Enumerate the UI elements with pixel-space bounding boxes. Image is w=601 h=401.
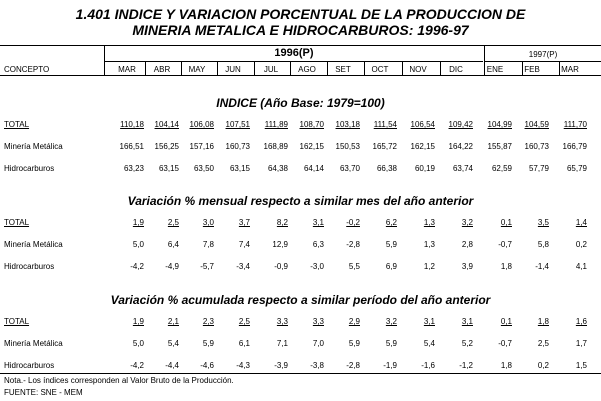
table-cell: 1,3	[423, 218, 435, 227]
table-cell: 5,8	[537, 240, 549, 249]
table-cell: 1,7	[575, 339, 587, 348]
month-header: SET	[335, 65, 351, 74]
table-cell: 108,70	[299, 120, 324, 129]
table-cell: -2,8	[346, 361, 360, 370]
table-cell: 111,89	[264, 120, 288, 129]
table-cell: 62,59	[491, 164, 512, 173]
row-label: Minería Metálica	[4, 142, 63, 151]
month-header: ENE	[486, 65, 504, 74]
concept-header: CONCEPTO	[4, 65, 50, 74]
table-cell: 166,51	[119, 142, 144, 151]
table-cell: -3,0	[310, 262, 324, 271]
month-header: DIC	[449, 65, 463, 74]
month-divider	[290, 62, 291, 75]
section-title: Variación % mensual respecto a similar mes del año anterior	[127, 194, 474, 208]
table-cell: 6,1	[238, 339, 250, 348]
month-header: MAR	[118, 65, 136, 74]
footer-rule	[0, 373, 601, 374]
section-title: INDICE (Año Base: 1979=100)	[216, 96, 385, 110]
table-cell: 3,7	[238, 218, 250, 227]
row-label: TOTAL	[4, 218, 30, 227]
month-header: NOV	[409, 65, 427, 74]
table-cell: 5,9	[348, 339, 360, 348]
table-cell: 6,4	[167, 240, 179, 249]
row-label: Minería Metálica	[4, 339, 63, 348]
table-cell: 111,54	[373, 120, 397, 129]
table-title-line-2: MINERIA METALICA E HIDROCARBUROS: 1996-97	[132, 22, 469, 38]
month-divider	[254, 62, 255, 75]
period-1996-label: 1996(P)	[274, 47, 314, 59]
table-cell: 6,2	[385, 218, 397, 227]
table-cell: 64,38	[267, 164, 288, 173]
period-1997-label: 1997(P)	[528, 50, 558, 59]
table-cell: 5,4	[423, 339, 435, 348]
table-cell: 66,38	[376, 164, 397, 173]
table-cell: 162,15	[410, 142, 435, 151]
table-cell: 5,2	[461, 339, 473, 348]
month-divider	[327, 62, 328, 75]
month-header: MAR	[561, 65, 579, 74]
table-cell: 111,70	[563, 120, 587, 129]
row-label: Hidrocarburos	[4, 164, 55, 173]
table-cell: 63,15	[229, 164, 250, 173]
table-cell: -4,2	[130, 262, 144, 271]
table-cell: -5,7	[200, 262, 214, 271]
table-cell: 110,18	[120, 120, 144, 129]
table-cell: 104,59	[524, 120, 549, 129]
table-cell: 1,2	[423, 262, 435, 271]
table-cell: 3,0	[202, 218, 214, 227]
table-cell: 2,1	[167, 317, 179, 326]
table-cell: 64,14	[303, 164, 324, 173]
table-cell: 3,2	[461, 218, 473, 227]
table-cell: 65,79	[566, 164, 587, 173]
table-cell: -0,7	[498, 339, 512, 348]
month-divider	[522, 62, 523, 75]
table-cell: 157,16	[189, 142, 214, 151]
table-cell: -1,9	[383, 361, 397, 370]
table-cell: 165,72	[372, 142, 397, 151]
table-cell: 12,9	[272, 240, 288, 249]
month-divider	[364, 62, 365, 75]
table-cell: 0,2	[537, 361, 549, 370]
table-cell: -4,6	[200, 361, 214, 370]
table-cell: 1,8	[500, 262, 512, 271]
table-cell: -0,2	[346, 218, 360, 227]
table-cell: 5,0	[132, 339, 144, 348]
month-header: FEB	[524, 65, 540, 74]
table-cell: 109,42	[448, 120, 473, 129]
table-cell: 3,5	[537, 218, 549, 227]
table-cell: 3,2	[385, 317, 397, 326]
table-cell: 63,74	[452, 164, 473, 173]
table-cell: -1,6	[421, 361, 435, 370]
table-cell: 160,73	[225, 142, 250, 151]
table-cell: 7,0	[312, 339, 324, 348]
table-cell: 5,4	[167, 339, 179, 348]
section-title: Variación % acumulada respecto a similar período del año anterior	[110, 293, 491, 307]
row-label: Minería Metálica	[4, 240, 63, 249]
table-cell: 7,1	[276, 339, 288, 348]
month-divider	[402, 62, 403, 75]
table-cell: -4,2	[130, 361, 144, 370]
table-cell: 1,9	[132, 317, 144, 326]
table-cell: -4,9	[165, 262, 179, 271]
header-bottom-rule	[0, 75, 601, 76]
table-cell: 106,08	[189, 120, 214, 129]
table-cell: 2,3	[202, 317, 214, 326]
table-cell: 2,8	[461, 240, 473, 249]
table-cell: -3,9	[274, 361, 288, 370]
row-label: Hidrocarburos	[4, 262, 55, 271]
table-cell: 7,4	[238, 240, 250, 249]
table-cell: 63,50	[193, 164, 214, 173]
table-cell: 2,5	[537, 339, 549, 348]
table-cell: 168,89	[263, 142, 288, 151]
month-header: JUL	[263, 65, 279, 74]
table-title-line-1: 1.401 INDICE Y VARIACION PORCENTUAL DE LA PRODUCCION DE	[75, 6, 526, 22]
table-cell: -3,4	[236, 262, 250, 271]
month-divider	[440, 62, 441, 75]
table-cell: 6,3	[312, 240, 324, 249]
table-cell: 4,1	[575, 262, 587, 271]
table-cell: 1,3	[423, 240, 435, 249]
table-cell: 5,9	[385, 240, 397, 249]
source-note: FUENTE: SNE - MEM	[4, 388, 83, 397]
row-label: TOTAL	[4, 120, 30, 129]
table-cell: -3,8	[310, 361, 324, 370]
table-cell: 5,9	[385, 339, 397, 348]
table-cell: 1,6	[575, 317, 587, 326]
month-header: ABR	[153, 65, 171, 74]
table-cell: 164,22	[448, 142, 473, 151]
row-label: TOTAL	[4, 317, 30, 326]
table-cell: 1,5	[575, 361, 587, 370]
table-cell: 0,1	[500, 317, 512, 326]
table-cell: 1,9	[132, 218, 144, 227]
table-cell: 103,18	[335, 120, 360, 129]
table-cell: 3,3	[276, 317, 288, 326]
table-cell: 3,3	[312, 317, 324, 326]
table-cell: -0,7	[498, 240, 512, 249]
table-cell: 104,14	[154, 120, 179, 129]
table-cell: 155,87	[487, 142, 512, 151]
table-cell: 60,19	[414, 164, 435, 173]
table-cell: 63,70	[339, 164, 360, 173]
table-cell: 3,1	[423, 317, 435, 326]
table-cell: 7,8	[202, 240, 214, 249]
table-cell: 2,5	[238, 317, 250, 326]
table-cell: 162,15	[299, 142, 324, 151]
table-cell: 2,9	[348, 317, 360, 326]
table-cell: -4,3	[236, 361, 250, 370]
month-header: OCT	[371, 65, 389, 74]
table-cell: 8,2	[276, 218, 288, 227]
table-cell: 1,8	[537, 317, 549, 326]
table-cell: 6,9	[385, 262, 397, 271]
table-cell: -2,8	[346, 240, 360, 249]
table-cell: 0,2	[575, 240, 587, 249]
row-label: Hidrocarburos	[4, 361, 55, 370]
month-header: JUN	[225, 65, 241, 74]
table-cell: 57,79	[528, 164, 549, 173]
table-cell: 160,73	[524, 142, 549, 151]
table-cell: -0,9	[274, 262, 288, 271]
table-cell: 1,8	[500, 361, 512, 370]
table-cell: 104,99	[487, 120, 512, 129]
table-cell: 3,1	[461, 317, 473, 326]
table-cell: 156,25	[154, 142, 179, 151]
table-cell: 0,1	[500, 218, 512, 227]
table-cell: 3,9	[461, 262, 473, 271]
table-cell: -1,4	[535, 262, 549, 271]
month-divider	[145, 62, 146, 75]
table-cell: -1,2	[459, 361, 473, 370]
header-top-rule	[0, 45, 601, 46]
table-cell: 5,5	[348, 262, 360, 271]
table-cell: 3,1	[312, 218, 324, 227]
month-divider	[559, 62, 560, 75]
month-divider	[217, 62, 218, 75]
table-cell: 166,79	[562, 142, 587, 151]
header-period-rule-1996	[105, 61, 483, 62]
table-cell: 5,9	[202, 339, 214, 348]
table-cell: 106,54	[410, 120, 435, 129]
header-period-rule-1997	[485, 61, 601, 62]
table-cell: 63,15	[158, 164, 179, 173]
table-cell: -4,4	[165, 361, 179, 370]
table-cell: 150,53	[335, 142, 360, 151]
table-cell: 1,4	[575, 218, 587, 227]
table-cell: 5,0	[132, 240, 144, 249]
table-cell: 63,23	[123, 164, 144, 173]
table-cell: 107,51	[225, 120, 250, 129]
table-cell: 2,5	[167, 218, 179, 227]
month-header: MAY	[188, 65, 206, 74]
month-divider	[181, 62, 182, 75]
footnote: Nota.- Los índices corresponden al Valor Bruto de la Producción.	[4, 376, 234, 385]
month-header: AGO	[298, 65, 316, 74]
